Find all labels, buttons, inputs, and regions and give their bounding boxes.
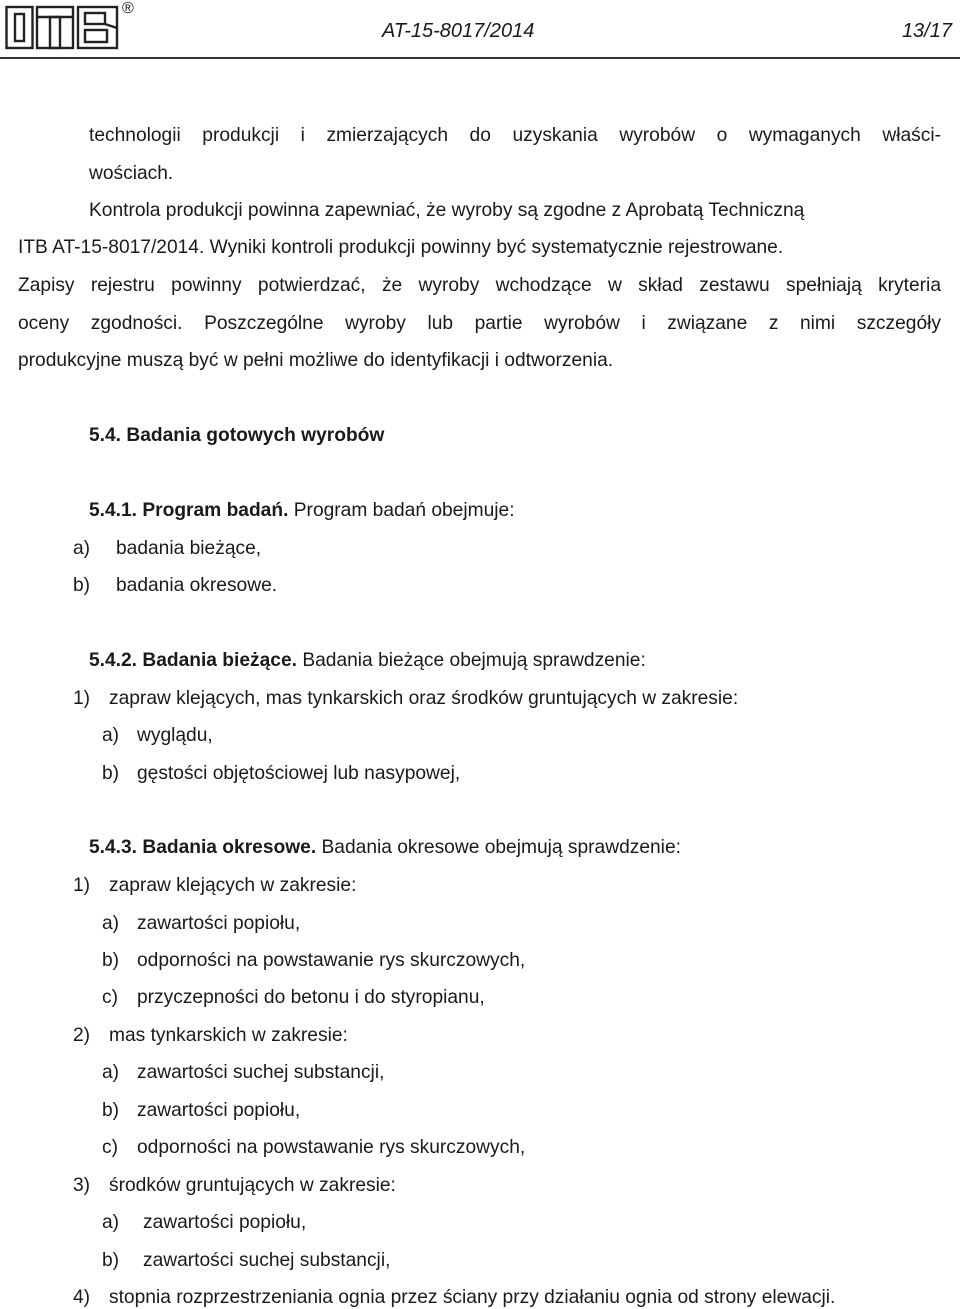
subsection-541 — [89, 501, 515, 520]
list-marker: c) — [102, 987, 118, 1008]
list-marker: 2) — [73, 1025, 91, 1046]
list-marker: a) — [102, 1212, 120, 1233]
list-marker: 3) — [73, 1175, 91, 1196]
list-item: środków gruntujących w zakresie: — [109, 1175, 396, 1196]
paragraph-line: wościach. — [89, 163, 174, 184]
list-item: zapraw klejących w zakresie: — [109, 875, 357, 896]
list-item: zawartości popiołu, — [137, 1100, 301, 1121]
list-marker: a) — [102, 1062, 120, 1083]
document-reference: AT-15-8017/2014 — [382, 20, 535, 42]
list-item: zapraw klejących, mas tynkarskich oraz środków gruntujących w zakresie: — [109, 688, 739, 709]
page-number: 13/17 — [901, 20, 952, 42]
registered-mark: ® — [122, 0, 134, 17]
list-marker: 1) — [73, 875, 91, 896]
list-item: zawartości suchej substancji, — [137, 1062, 385, 1083]
section-heading: 5.4. Badania gotowych wyrobów — [89, 425, 385, 446]
list-item: przyczepności do betonu i do styropianu, — [137, 987, 485, 1008]
list-item: odporności na powstawanie rys skurczowych, — [137, 950, 526, 971]
subsection-heading: 5.4.2. Badania bieżące. — [89, 650, 297, 671]
header-divider — [0, 57, 960, 59]
list-item: wyglądu, — [137, 725, 213, 746]
subsection-543 — [89, 838, 681, 857]
list-item: odporności na powstawanie rys skurczowych, — [137, 1137, 526, 1158]
list-item: badania bieżące, — [116, 538, 262, 559]
paragraph-line: technologii produkcji i zmierzających do uzyskania wyrobów o wymaganych właści- — [89, 125, 941, 146]
page-header — [0, 0, 960, 62]
subsection-heading: 5.4.3. Badania okresowe. — [89, 837, 317, 858]
paragraph-line: ITB AT-15-8017/2014. Wyniki kontroli produkcji powinny być systematycznie rejestrowane. — [18, 237, 784, 258]
list-item: gęstości objętościowej lub nasypowej, — [137, 763, 461, 784]
list-item: zawartości popiołu, — [137, 913, 301, 934]
list-marker: a) — [102, 913, 120, 934]
paragraph-line: Zapisy rejestru powinny potwierdzać, że wyroby wchodzące w skład zestawu spełniają kryteria — [18, 275, 941, 296]
subsection-542 — [89, 651, 646, 670]
list-marker: c) — [102, 1137, 118, 1158]
list-marker: b) — [102, 1250, 120, 1271]
list-marker: b) — [73, 575, 91, 596]
subsection-text: Badania bieżące obejmują sprawdzenie: — [296, 650, 646, 671]
list-marker: a) — [73, 538, 91, 559]
list-item: badania okresowe. — [116, 575, 278, 596]
list-item: mas tynkarskich w zakresie: — [109, 1025, 348, 1046]
subsection-heading: 5.4.1. Program badań. — [89, 500, 289, 521]
subsection-text: Program badań obejmuje: — [288, 500, 515, 521]
list-item: zawartości popiołu, — [143, 1212, 307, 1233]
paragraph-line: oceny zgodności. Poszczególne wyroby lub partie wyrobów i związane z nimi szczegóły — [18, 313, 941, 334]
paragraph-line: Kontrola produkcji powinna zapewniać, że wyroby są zgodne z Aprobatą Techniczną — [89, 200, 805, 221]
list-marker: b) — [102, 950, 120, 971]
list-marker: a) — [102, 725, 120, 746]
list-marker: b) — [102, 1100, 120, 1121]
list-marker: 1) — [73, 688, 91, 709]
itb-logo — [5, 5, 119, 51]
list-marker: b) — [102, 763, 120, 784]
subsection-text: Badania okresowe obejmują sprawdzenie: — [316, 837, 681, 858]
paragraph-line: produkcyjne muszą być w pełni możliwe do identyfikacji i odtworzenia. — [18, 350, 614, 371]
list-item: zawartości suchej substancji, — [143, 1250, 391, 1271]
list-item: stopnia rozprzestrzeniania ognia przez ściany przy działaniu ognia od strony elewacji. — [109, 1287, 836, 1308]
list-marker: 4) — [73, 1287, 91, 1308]
